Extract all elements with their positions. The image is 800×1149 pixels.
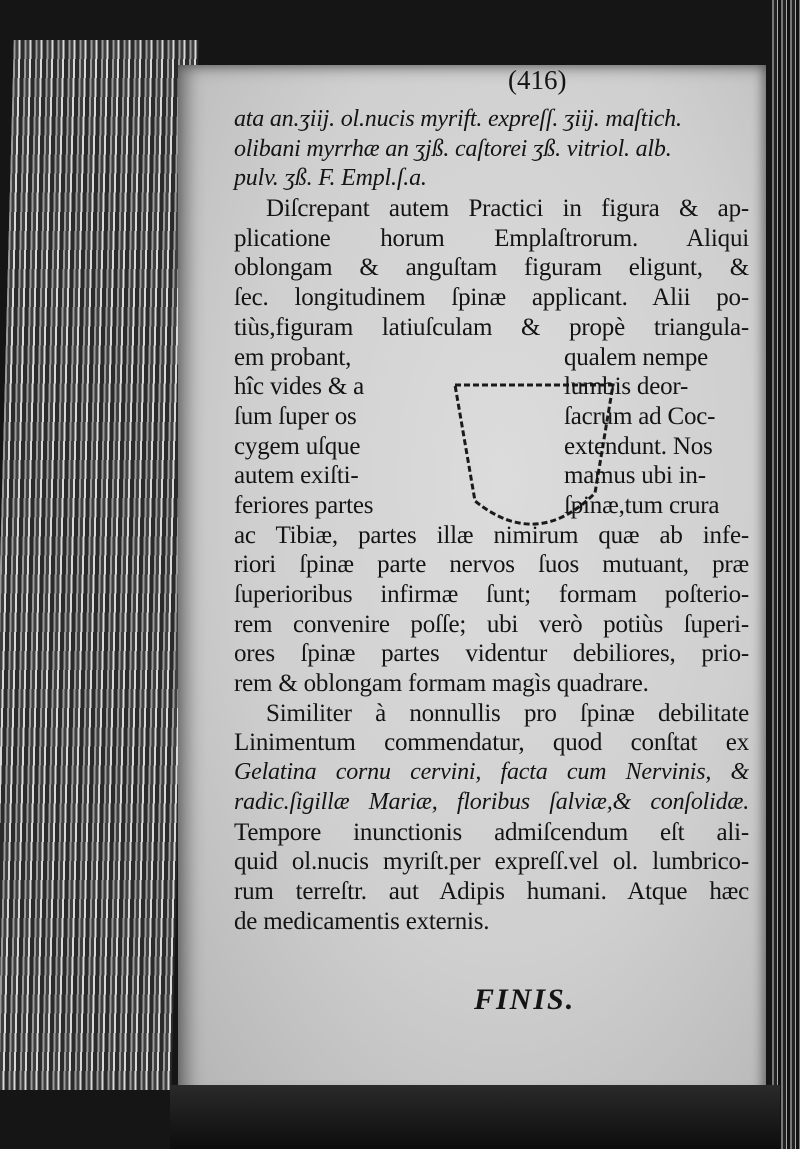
wrapped-line bbox=[234, 372, 749, 402]
text-line: de medicamentis externis. bbox=[234, 907, 490, 935]
text-line: ac Tibiæ, partes illæ nimirum quæ ab infe- bbox=[234, 521, 749, 549]
text-line: Tempore inunctionis admiſcendum eſt ali- bbox=[234, 818, 749, 846]
text-line: oblongam & anguſtam figuram eligunt, & bbox=[234, 254, 749, 282]
finis-label: FINIS. bbox=[474, 983, 576, 1016]
text-line: rum terreſtr. aut Adipis humani. Atque hæc bbox=[234, 877, 749, 905]
wrapped-line bbox=[234, 432, 749, 462]
text-line: ores ſpinæ partes videntur debiliores, prio- bbox=[234, 640, 749, 668]
wrapped-left: cygem uſque bbox=[234, 432, 361, 460]
wrapped-line bbox=[234, 491, 749, 521]
text-line: quid ol.nucis myriſt.per expreſſ.vel ol. lumbrico- bbox=[234, 848, 749, 876]
text-line: ſuperioribus infirmæ ſunt; formam poſterio- bbox=[234, 581, 749, 608]
wrapped-right: mamus ubi in- bbox=[564, 462, 706, 490]
text-line: riori ſpinæ parte nervos ſuos mutuant, præ bbox=[234, 551, 749, 579]
wrapped-right: qualem nempe bbox=[564, 343, 709, 371]
text-line: pulv. ʒß. F. Empl.ſ.a. bbox=[234, 165, 427, 192]
text-line: ata an.ʒiij. ol.nucis myrift. expreſſ. ʒiij. maſtich. bbox=[234, 106, 682, 132]
text-line: rem convenire poſſe; ubi verò potiùs ſuperi- bbox=[234, 610, 749, 638]
wrapped-right: ſpinæ,tum crura bbox=[564, 491, 720, 519]
text-line: rem & oblongam formam magìs quadrare. bbox=[234, 670, 649, 698]
wrapped-left: em probant, bbox=[234, 343, 352, 371]
wrapped-left: feriores partes bbox=[234, 491, 374, 519]
page-bottom-shadow bbox=[170, 1085, 780, 1149]
text-line: Gelatina cornu cervini, facta cum Nervinis, & bbox=[234, 759, 749, 786]
page-number: (416) bbox=[508, 65, 567, 95]
text-line: radic.ſigillæ Mariæ, floribus ſalviæ,& conſolidæ. bbox=[234, 788, 749, 815]
text-line: Linimentum commendatur, quod conſtat ex bbox=[234, 729, 749, 757]
text-line: Similiter à nonnullis pro ſpinæ debilitate bbox=[266, 699, 749, 727]
wrapped-left: ſum ſuper os bbox=[234, 402, 357, 430]
wrapped-line bbox=[234, 343, 749, 373]
book-page bbox=[178, 65, 766, 1100]
wrapped-right: ſacrum ad Coc- bbox=[564, 402, 716, 430]
text-line: tiùs,figuram latiuſculam & propè triangula- bbox=[234, 313, 749, 341]
wrapped-left: hîc vides & a bbox=[234, 373, 365, 401]
book-page-stack-right bbox=[772, 0, 800, 1149]
body-text bbox=[234, 105, 749, 936]
wrapped-line bbox=[234, 461, 749, 491]
wrapped-right: lumbis deor- bbox=[564, 373, 689, 401]
book-page-stack-left bbox=[0, 40, 199, 1090]
wrapped-right: extendunt. Nos bbox=[564, 432, 713, 460]
text-line: plicatione horum Emplaſtrorum. Aliqui bbox=[234, 224, 749, 252]
wrapped-left: autem exiſti- bbox=[234, 462, 359, 490]
text-line: olibani myrrhæ an ʒjß. caſtorei ʒß. vitriol. alb. bbox=[234, 135, 672, 162]
text-line: Diſcrepant autem Practici in figura & ap- bbox=[266, 195, 749, 223]
text-line: ſec. longitudinem ſpinæ applicant. Alii po- bbox=[234, 284, 749, 312]
wrapped-line bbox=[234, 402, 749, 432]
